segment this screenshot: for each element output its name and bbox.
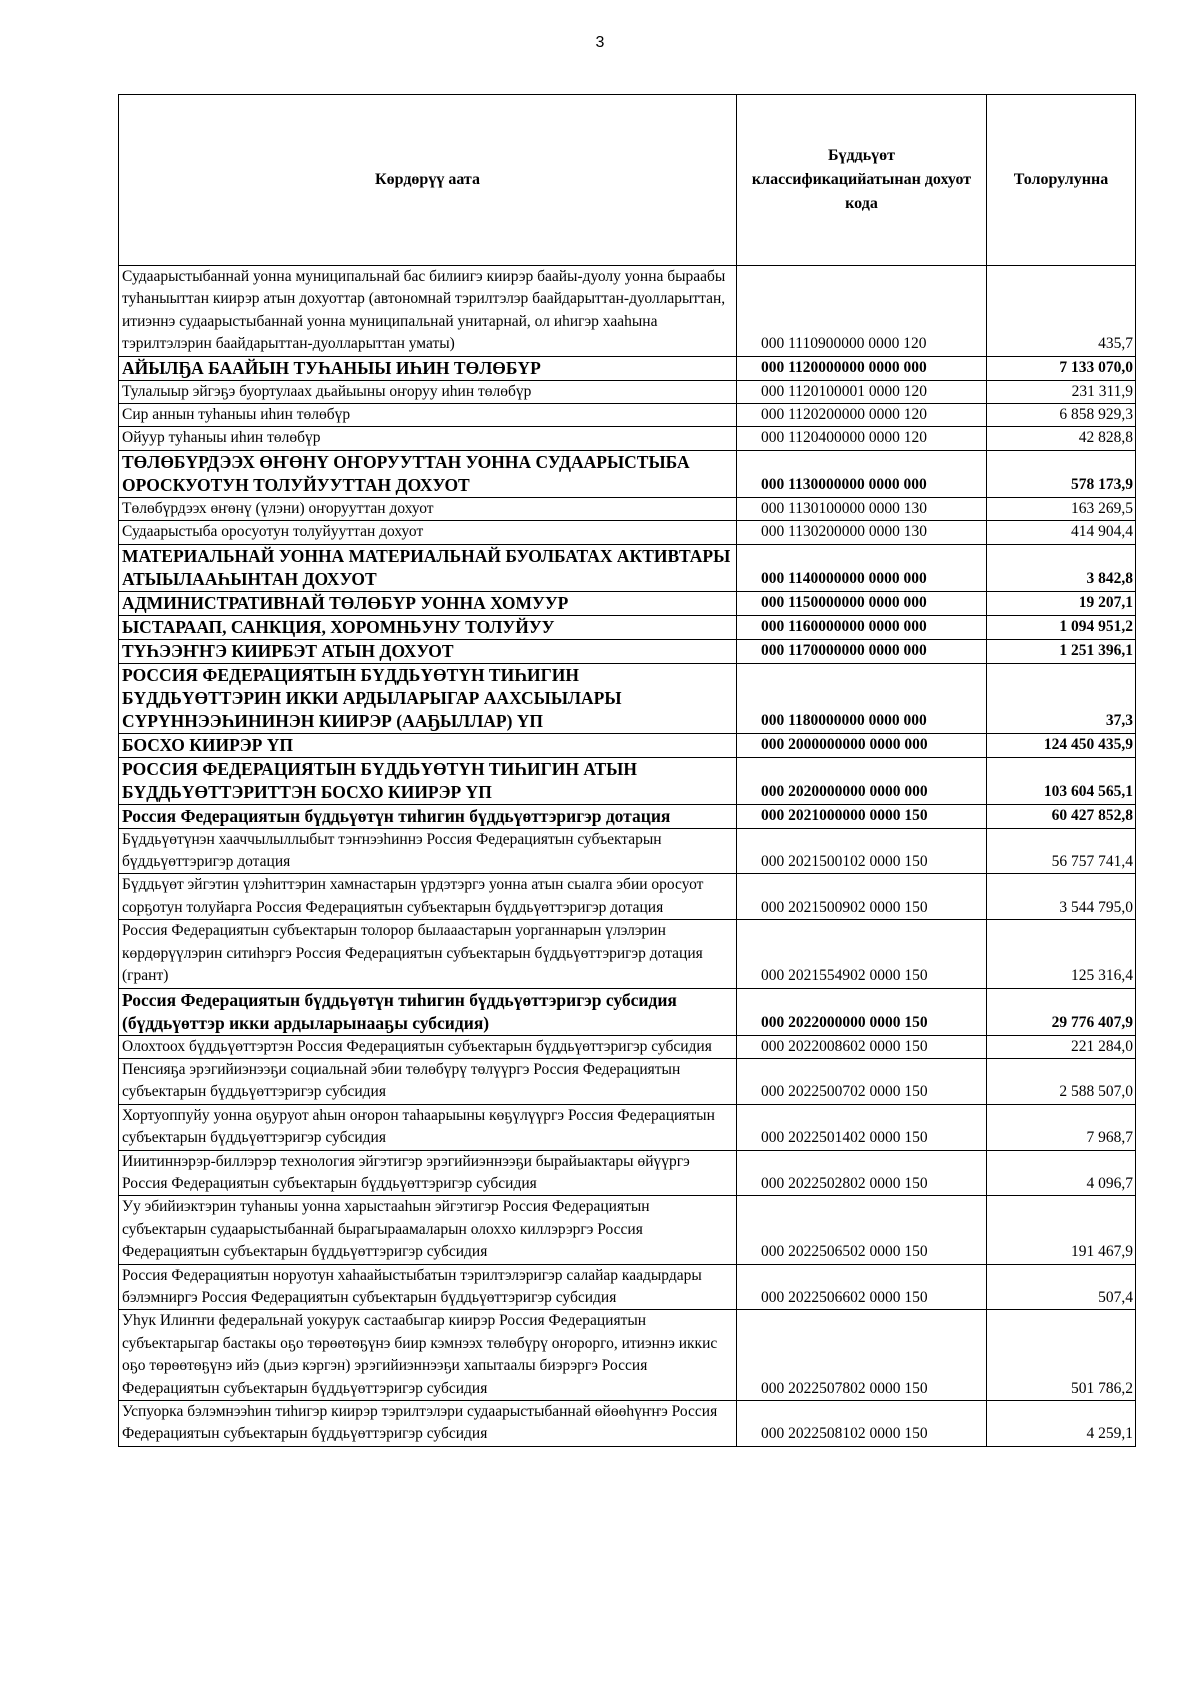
table-row xyxy=(119,663,1136,733)
cell-amount: 103 604 565,1 xyxy=(987,757,1136,804)
table-row xyxy=(119,544,1136,591)
cell-amount: 37,3 xyxy=(987,663,1136,733)
cell-budget-code: 000 2021554902 0000 150 xyxy=(737,920,987,988)
table-row xyxy=(119,615,1136,639)
cell-amount: 435,7 xyxy=(987,266,1136,357)
cell-indicator-name: Олохтоох бүддьүөттэртэн Россия Федерациятын субъектарын бүддьүөттэригэр субсидия xyxy=(119,1035,737,1058)
cell-indicator-name: ЫСТАРААП, САНКЦИЯ, ХОРОМНЬУНУ ТОЛУЙУУ xyxy=(119,615,737,639)
table-row xyxy=(119,380,1136,403)
cell-indicator-name: Тулалыыр эйгэҕэ буортулаах дьайыыны оҥоруу иһин төлөбүр xyxy=(119,380,737,403)
table-row xyxy=(119,450,1136,497)
cell-indicator-name: Төлөбүрдээх өҥөнү (үлэни) оҥорууттан дохуот xyxy=(119,497,737,520)
cell-indicator-name: Бүддьүөтүнэн хааччылыллыбыт тэҥнээһиннэ Россия Федерациятын субъектарын бүддьүөттэригэр дотация xyxy=(119,828,737,874)
table-row xyxy=(119,266,1136,357)
table-row xyxy=(119,1196,1136,1264)
cell-indicator-name: Успуорка бэлэмнээһин тиһигэр киирэр тэрилтэлэри судаарыстыбаннай өйөөһүҥҥэ Россия Федерациятын субъектарын бүддьүөттэригэр субсидия xyxy=(119,1401,737,1447)
cell-amount: 60 427 852,8 xyxy=(987,804,1136,828)
table-body xyxy=(119,266,1136,1447)
cell-budget-code: 000 2022506602 0000 150 xyxy=(737,1264,987,1310)
cell-amount: 191 467,9 xyxy=(987,1196,1136,1264)
cell-amount: 163 269,5 xyxy=(987,497,1136,520)
table-row xyxy=(119,497,1136,520)
cell-indicator-name: Россия Федерациятын бүддьүөтүн тиһигин бүддьүөттэригэр субсидия (бүддьүөттэр икки ардыларынааҕы субсидия) xyxy=(119,988,737,1035)
table-row xyxy=(119,733,1136,757)
table-row xyxy=(119,1035,1136,1058)
table-row xyxy=(119,521,1136,544)
cell-amount: 3 544 795,0 xyxy=(987,874,1136,920)
cell-indicator-name: Россия Федерациятын бүддьүөтүн тиһигин бүддьүөттэригэр дотация xyxy=(119,804,737,828)
cell-indicator-name: МАТЕРИАЛЬНАЙ УОННА МАТЕРИАЛЬНАЙ БУОЛБАТАХ АКТИВТАРЫ АТЫЫЛААҺЫНТАН ДОХУОТ xyxy=(119,544,737,591)
cell-budget-code: 000 1120200000 0000 120 xyxy=(737,404,987,427)
cell-budget-code: 000 1110900000 0000 120 xyxy=(737,266,987,357)
header-indicator-name: Көрдөрүү аата xyxy=(119,95,737,266)
table-row xyxy=(119,1058,1136,1104)
table-row xyxy=(119,356,1136,380)
cell-amount: 19 207,1 xyxy=(987,591,1136,615)
cell-budget-code: 000 2022506502 0000 150 xyxy=(737,1196,987,1264)
cell-budget-code: 000 1130100000 0000 130 xyxy=(737,497,987,520)
cell-budget-code: 000 1180000000 0000 000 xyxy=(737,663,987,733)
cell-budget-code: 000 2022508102 0000 150 xyxy=(737,1401,987,1447)
cell-budget-code: 000 2022008602 0000 150 xyxy=(737,1035,987,1058)
cell-indicator-name: Россия Федерациятын субъектарын толорор былааастарын уорганнарын үлэлэрин көрдөрүүлэрин ситиһэргэ Россия Федерациятын субъектарын бүддьүөттэригэр дотация (грант) xyxy=(119,920,737,988)
cell-budget-code: 000 1160000000 0000 000 xyxy=(737,615,987,639)
cell-indicator-name: Сир аннын туһаныы иһин төлөбүр xyxy=(119,404,737,427)
cell-indicator-name: РОССИЯ ФЕДЕРАЦИЯТЫН БҮДДЬҮӨТҮН ТИҺИГИН БҮДДЬҮӨТТЭРИН ИККИ АРДЫЛАРЫГАР ААХСЫЫЛАРЫ СҮРҮННЭЭҺИНИНЭН КИИРЭР (ААҔЫЛЛАР) ҮП xyxy=(119,663,737,733)
cell-indicator-name: Ойуур туһаныы иһин төлөбүр xyxy=(119,427,737,450)
cell-indicator-name: Судаарыстыбаннай уонна муниципальнай бас билиигэ киирэр баайы-дуолу уонна быраабы туһаныыттан киирэр атын дохуоттар (автономнай тэрилтэлэр баайдарыттан-дуолларыттан, итиэннэ судаарыстыбаннай уонна муниципальнай унитарнай, ол иһигэр хааһына тэрилтэлэрин баайдарыттан-дуолларыттан уматы) xyxy=(119,266,737,357)
cell-budget-code: 000 2000000000 0000 000 xyxy=(737,733,987,757)
cell-budget-code: 000 2022507802 0000 150 xyxy=(737,1310,987,1401)
cell-budget-code: 000 2022502802 0000 150 xyxy=(737,1150,987,1196)
table-row xyxy=(119,591,1136,615)
cell-amount: 507,4 xyxy=(987,1264,1136,1310)
table-row xyxy=(119,1401,1136,1447)
cell-amount: 501 786,2 xyxy=(987,1310,1136,1401)
cell-amount: 2 588 507,0 xyxy=(987,1058,1136,1104)
cell-indicator-name: ТӨЛӨБҮРДЭЭХ ӨҤӨНҮ ОҤОРУУТТАН УОННА СУДААРЫСТЫБА ОРОСКУОТУН ТОЛУЙУУТТАН ДОХУОТ xyxy=(119,450,737,497)
cell-indicator-name: Судаарыстыба оросуотун толуйууттан дохуот xyxy=(119,521,737,544)
cell-budget-code: 000 2021500102 0000 150 xyxy=(737,828,987,874)
cell-amount: 7 133 070,0 xyxy=(987,356,1136,380)
cell-amount: 4 259,1 xyxy=(987,1401,1136,1447)
cell-amount: 578 173,9 xyxy=(987,450,1136,497)
cell-budget-code: 000 2021500902 0000 150 xyxy=(737,874,987,920)
cell-amount: 124 450 435,9 xyxy=(987,733,1136,757)
cell-amount: 42 828,8 xyxy=(987,427,1136,450)
cell-indicator-name: АЙЫЛҔА БААЙЫН ТУҺАНЫЫ ИҺИН ТӨЛӨБҮР xyxy=(119,356,737,380)
cell-indicator-name: Уу эбийиэктэрин туһаныы уонна харыстааһын эйгэтигэр Россия Федерациятын субъектарын судаарыстыбаннай бырагыраамаларын олоххо киллэрэргэ Россия Федерациятын субъектарын бүддьүөттэригэр субсидия xyxy=(119,1196,737,1264)
cell-amount: 29 776 407,9 xyxy=(987,988,1136,1035)
cell-budget-code: 000 2021000000 0000 150 xyxy=(737,804,987,828)
cell-budget-code: 000 1140000000 0000 000 xyxy=(737,544,987,591)
cell-amount: 221 284,0 xyxy=(987,1035,1136,1058)
header-amount: Толорулунна xyxy=(987,95,1136,266)
table-row xyxy=(119,404,1136,427)
cell-amount: 3 842,8 xyxy=(987,544,1136,591)
cell-indicator-name: Россия Федерациятын норуотун хаһаайыстыбатын тэрилтэлэригэр салайар каадырдары бэлэмниргэ Россия Федерациятын субъектарын бүддьүөттэригэр субсидия xyxy=(119,1264,737,1310)
cell-indicator-name: Хортуоппуйу уонна оҕуруот аһын оҥорон таһаарыыны көҕүлүүргэ Россия Федерациятын субъектарын бүддьүөттэригэр субсидия xyxy=(119,1104,737,1150)
table-header-row xyxy=(119,95,1136,266)
table-row xyxy=(119,804,1136,828)
table-row xyxy=(119,757,1136,804)
cell-indicator-name: Ииитиннэрэр-биллэрэр технология эйгэтигэр эрэгийиэннээҕи бырайыактары өйүүргэ Россия Федерациятын субъектарын бүддьүөттэригэр субсидия xyxy=(119,1150,737,1196)
cell-budget-code: 000 1150000000 0000 000 xyxy=(737,591,987,615)
cell-budget-code: 000 1130000000 0000 000 xyxy=(737,450,987,497)
cell-indicator-name: РОССИЯ ФЕДЕРАЦИЯТЫН БҮДДЬҮӨТҮН ТИҺИГИН АТЫН БҮДДЬҮӨТТЭРИТТЭН БОСХО КИИРЭР ҮП xyxy=(119,757,737,804)
cell-budget-code: 000 2022500702 0000 150 xyxy=(737,1058,987,1104)
cell-budget-code: 000 1120000000 0000 000 xyxy=(737,356,987,380)
table-row xyxy=(119,1264,1136,1310)
cell-budget-code: 000 2022501402 0000 150 xyxy=(737,1104,987,1150)
table-row xyxy=(119,828,1136,874)
cell-amount: 1 094 951,2 xyxy=(987,615,1136,639)
table-row xyxy=(119,1104,1136,1150)
cell-budget-code: 000 1120400000 0000 120 xyxy=(737,427,987,450)
table-row xyxy=(119,1150,1136,1196)
page-number: 3 xyxy=(595,34,605,51)
cell-budget-code: 000 2020000000 0000 000 xyxy=(737,757,987,804)
table-row xyxy=(119,639,1136,663)
budget-table xyxy=(118,94,1136,1447)
cell-indicator-name: Уһук Илиҥҥи федеральнай уокурук састаабыгар киирэр Россия Федерациятын субъектарыгар бастакы оҕо төрөөтөҕүнэ биир кэмнээх төлөбүрү оҥорорго, итиэннэ иккис оҕо төрөөтөҕүнэ ийэ (дьиэ кэргэн) эрэгийиэннээҕи хапытаалы биэрэргэ Россия Федерациятын субъектарын бүддьүөттэригэр субсидия xyxy=(119,1310,737,1401)
table-row xyxy=(119,988,1136,1035)
cell-amount: 4 096,7 xyxy=(987,1150,1136,1196)
cell-indicator-name: Бүддьүөт эйгэтин үлэһиттэрин хамнастарын үрдэтэргэ уонна атын сыалга эбии оросуот сорҕотун толуйарга Россия Федерациятын субъектарын бүддьүөттэригэр дотация xyxy=(119,874,737,920)
cell-budget-code: 000 1130200000 0000 130 xyxy=(737,521,987,544)
cell-budget-code: 000 1170000000 0000 000 xyxy=(737,639,987,663)
table-row xyxy=(119,874,1136,920)
cell-amount: 414 904,4 xyxy=(987,521,1136,544)
cell-indicator-name: ТҮҺЭЭҤҤЭ КИИРБЭТ АТЫН ДОХУОТ xyxy=(119,639,737,663)
cell-budget-code: 000 2022000000 0000 150 xyxy=(737,988,987,1035)
table-row xyxy=(119,1310,1136,1401)
cell-amount: 7 968,7 xyxy=(987,1104,1136,1150)
cell-amount: 125 316,4 xyxy=(987,920,1136,988)
cell-amount: 6 858 929,3 xyxy=(987,404,1136,427)
cell-indicator-name: АДМИНИСТРАТИВНАЙ ТӨЛӨБҮР УОННА ХОМУУР xyxy=(119,591,737,615)
cell-budget-code: 000 1120100001 0000 120 xyxy=(737,380,987,403)
cell-indicator-name: БОСХО КИИРЭР ҮП xyxy=(119,733,737,757)
cell-amount: 231 311,9 xyxy=(987,380,1136,403)
header-budget-code: Бүддьүөт классификацийатынан дохуот кода xyxy=(737,95,987,266)
cell-amount: 56 757 741,4 xyxy=(987,828,1136,874)
table-row xyxy=(119,920,1136,988)
cell-indicator-name: Пенсияҕа эрэгийиэнээҕи социальнай эбии төлөбүрү төлүүргэ Россия Федерациятын субъектарын бүддьүөттэригэр субсидия xyxy=(119,1058,737,1104)
table-row xyxy=(119,427,1136,450)
cell-amount: 1 251 396,1 xyxy=(987,639,1136,663)
